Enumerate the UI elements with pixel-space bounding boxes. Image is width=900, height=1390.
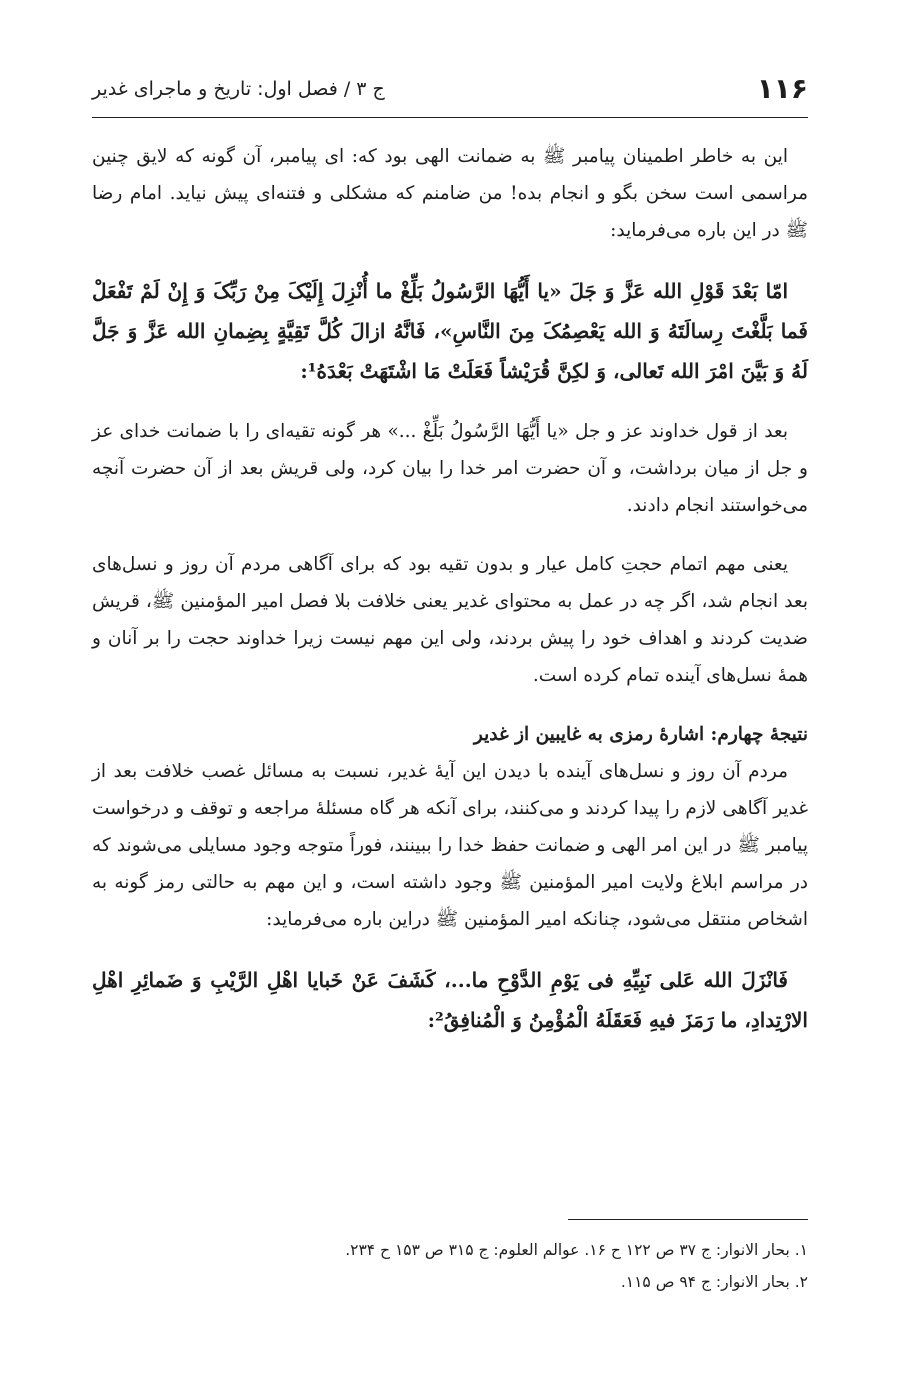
footnote-2: ۲. بحار الانوار: ج ۹۴ ص ۱۱۵. bbox=[620, 1273, 808, 1291]
paragraph-4: مردم آن روز و نسل‌های آینده با دیدن این آیهٔ غدیر، نسبت به مسائل غصب خلافت بعد از غدیر آگاهی لازم را پیدا کردند و می‌کنند، برای آنکه هر گاه مسئلهٔ مراجعه و توقف و درخواست پیامبر ﷺ در این امر الهی و ضمانت حفظ خدا را ببینند، فوراً متوجه وجود مسایلی می‌شوند که در مراسم ابلاغ ولایت امیر المؤمنین ﷺ وجود داشته است، و این مهم به حالتی رمز گونه به اشخاص منتقل می‌شود، چنانکه امیر المؤمنین ﷺ دراین باره می‌فرماید: bbox=[92, 761, 808, 930]
paragraph-1: این به خاطر اطمینان پیامبر ﷺ به ضمانت الهی بود که: ای پیامبر، آن گونه که لایق چنین مراسمی است سخن بگو و انجام بده! من ضامنم که مشکلی و فتنه‌ای پیش نیاید. امام رضا ﷺ در این باره می‌فرماید: bbox=[92, 146, 808, 241]
paragraph-2: بعد از قول خداوند عز و جل «یا أَیُّهَا الرَّسُولُ بَلِّغْ ...» هر گونه تقیه‌ای را با ضمانت خدای عز و جل از میان برداشت، و آن حضرت امر خدا را بیان کرد، ولی قریش بعد از آن حضرت آنچه می‌خواستند انجام دادند. bbox=[92, 421, 808, 516]
arabic-quote-2: فَانْزَلَ الله عَلی نَبِیِّهِ فی یَوْمِ الدَّوْحِ ما...، کَشَفَ عَنْ خَبایا اهْلِ الرَّیْبِ وَ ضَمائِرِ اهْلِ الارْتِدادِ، ما رَمَزَ فیهِ فَعَقَلَهُ الْمُؤْمِنُ وَ الْمُنافِقُ²: bbox=[92, 968, 808, 1032]
paragraph-3: یعنی مهم اتمام حجتِ کامل عیار و بدون تقیه بود که برای آگاهی مردم آن روز و نسل‌های بعد انجام شد، اگر چه در عمل به محتوای غدیر یعنی خلافت بلا فصل امیر المؤمنین ﷺ، قریش ضدیت کردند و اهداف خود را پیش بردند، ولی این مهم نیست زیرا خداوند حجت را بر آنان و همهٔ نسل‌های آینده تمام کرده است. bbox=[92, 554, 808, 686]
page-header bbox=[92, 64, 808, 114]
section-heading: نتیجهٔ چهارم: اشارهٔ رمزی به غایبین از غدیر bbox=[473, 724, 808, 745]
running-title: ج ۳ / فصل اول: تاریخ و ماجرای غدیر bbox=[92, 78, 385, 100]
page-number: ۱۱۶ bbox=[756, 72, 808, 105]
footnote-1: ۱. بحار الانوار: ج ۳۷ ص ۱۲۲ ح ۱۶. عوالم العلوم: ج ۳۱۵ ص ۱۵۳ ح ۲۳۴. bbox=[345, 1241, 808, 1259]
page-body bbox=[92, 138, 808, 1062]
header-divider bbox=[92, 117, 808, 118]
arabic-quote-1: امّا بَعْدَ قَوْلِ الله عَزَّ وَ جَلَ «یا أَیُّهَا الرَّسُولُ بَلِّغْ ما أُنْزِلَ إِلَیْکَ مِنْ رَبِّکَ وَ إِنْ لَمْ تَفْعَلْ فَما بَلَّغْتَ رِسالَتَهُ وَ الله یَعْصِمُکَ مِنَ النَّاسِ»، فَانَّهُ ازالَ کُلَّ تَقِیَّةٍ بِضِمانِ الله عَزَّ وَ جَلَّ لَهُ وَ بَیَّنَ امْرَ الله تَعالی، وَ لکِنَّ قُرَیْشاً فَعَلَتْ مَا اشْتَهَتْ بَعْدَهُ¹: bbox=[92, 279, 808, 383]
footnotes bbox=[92, 1234, 808, 1298]
footnote-divider bbox=[568, 1219, 808, 1220]
